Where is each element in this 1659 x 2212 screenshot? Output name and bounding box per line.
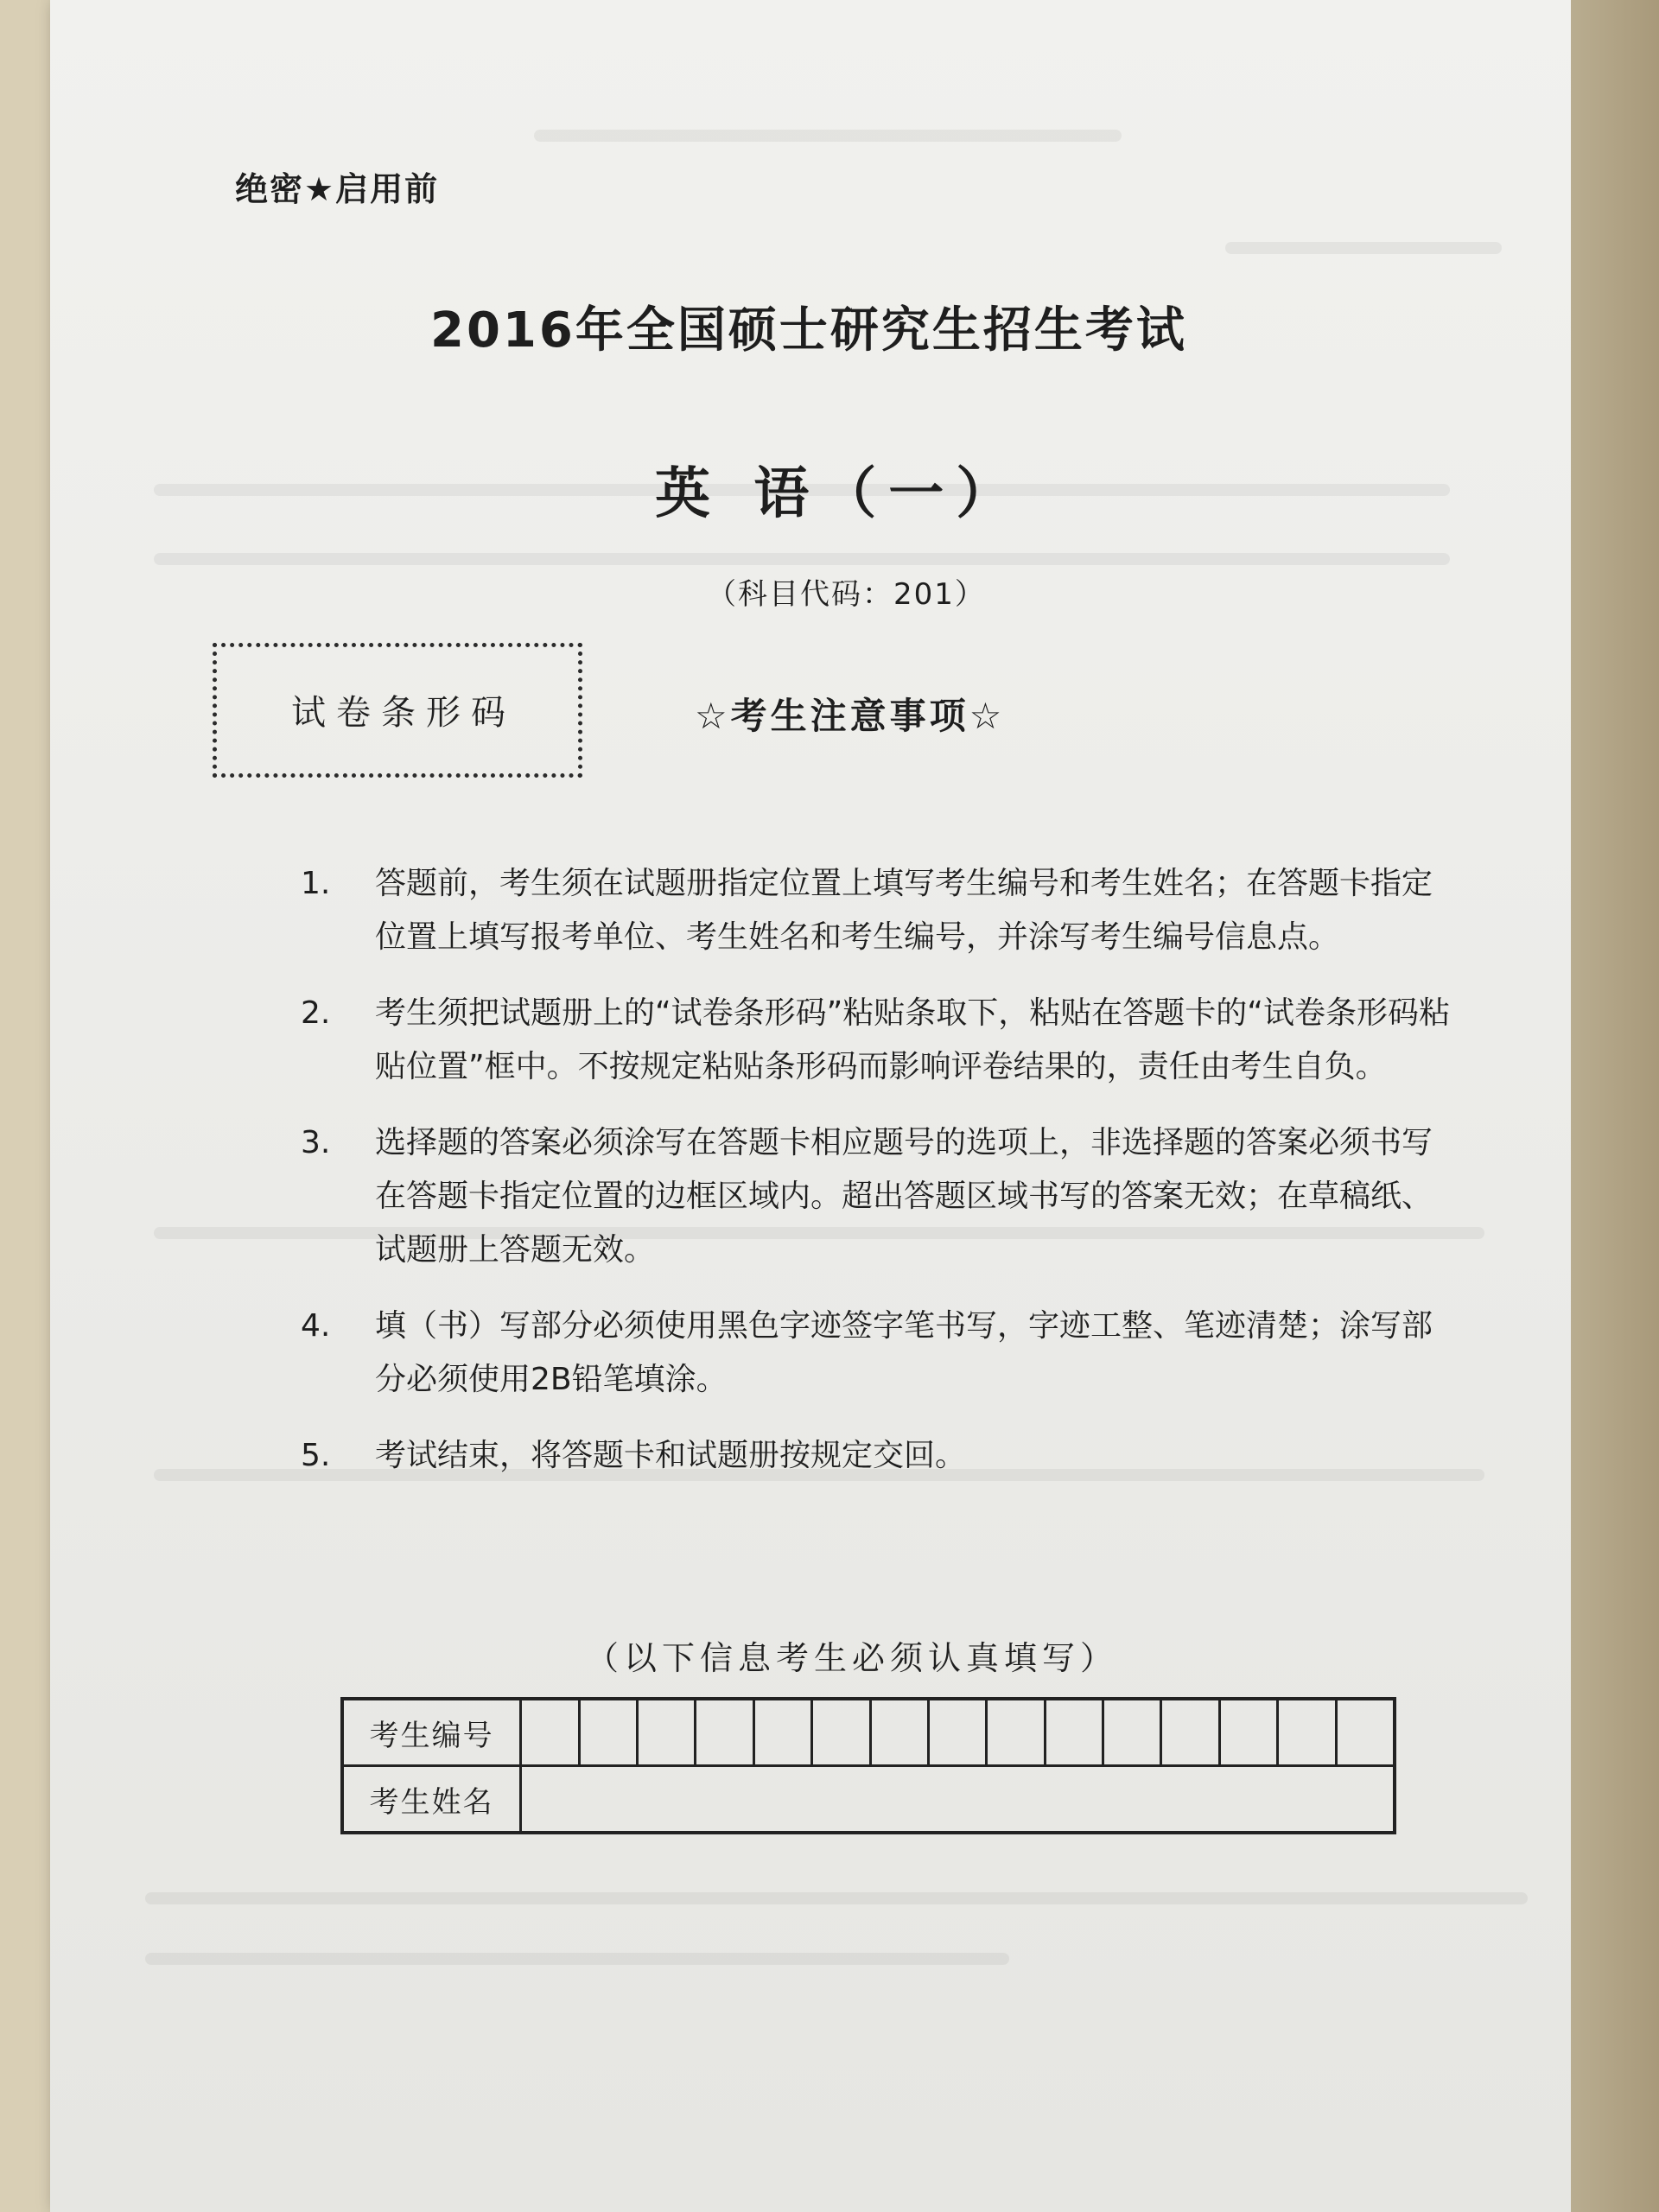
notice-item-number: 4. — [301, 1308, 331, 1344]
candidate-number-box[interactable] — [1161, 1699, 1219, 1766]
candidate-number-box[interactable] — [579, 1699, 637, 1766]
candidate-name-row — [342, 1766, 1395, 1834]
notice-item — [301, 857, 1450, 964]
barcode-placeholder — [213, 643, 582, 778]
candidate-number-box[interactable] — [812, 1699, 870, 1766]
candidate-number-box[interactable] — [638, 1699, 696, 1766]
notice-item-text: 选择题的答案必须涂写在答题卡相应题号的选项上，非选择题的答案必须书写在答题卡指定位置的边框区域内。超出答题区域书写的答案无效；在草稿纸、试题册上答题无效。 — [375, 1125, 1433, 1268]
candidate-number-box[interactable] — [696, 1699, 753, 1766]
fill-instruction: （以下信息考生必须认真填写） — [586, 1639, 1119, 1677]
exam-page — [50, 0, 1571, 2212]
notice-title: ☆考生注意事项☆ — [695, 695, 1006, 737]
notice-item — [301, 1300, 1450, 1407]
notice-item-text: 答题前，考生须在试题册指定位置上填写考生编号和考生姓名；在答题卡指定位置上填写报考单位、考生姓名和考生编号，并涂写考生编号信息点。 — [375, 866, 1433, 955]
candidate-number-box[interactable] — [1103, 1699, 1161, 1766]
bleed-through-text — [145, 1953, 1009, 1965]
notice-item-number: 5. — [301, 1438, 331, 1473]
notice-item-text: 考生须把试题册上的“试卷条形码”粘贴条取下，粘贴在答题卡的“试卷条形码粘贴位置”框中。不按规定粘贴条形码而影响评卷结果的，责任由考生自负。 — [375, 995, 1450, 1084]
candidate-number-box[interactable] — [1045, 1699, 1103, 1766]
candidate-name-label: 考生姓名 — [342, 1766, 521, 1834]
candidate-info-table — [340, 1697, 1396, 1834]
notice-item-number: 3. — [301, 1125, 331, 1160]
bleed-through-text — [154, 553, 1450, 565]
candidate-number-box[interactable] — [870, 1699, 928, 1766]
notice-item-number: 1. — [301, 866, 331, 901]
secrecy-label: 绝密★启用前 — [235, 170, 440, 208]
candidate-number-box[interactable] — [521, 1699, 579, 1766]
subject-title: 英 语（一） — [655, 462, 1024, 526]
candidate-number-box[interactable] — [1336, 1699, 1395, 1766]
exam-title: 2016年全国硕士研究生招生考试 — [430, 302, 1187, 359]
notice-item-text: 考试结束，将答题卡和试题册按规定交回。 — [375, 1438, 967, 1473]
notice-item — [301, 1429, 1450, 1483]
candidate-number-box[interactable] — [928, 1699, 986, 1766]
candidate-number-box[interactable] — [987, 1699, 1045, 1766]
notice-item-text: 填（书）写部分必须使用黑色字迹签字笔书写，字迹工整、笔迹清楚；涂写部分必须使用2B铅笔填涂。 — [375, 1308, 1433, 1397]
page-edge-shadow — [1571, 0, 1659, 2212]
bleed-through-text — [145, 1892, 1528, 1904]
barcode-label: 试卷条形码 — [291, 693, 516, 733]
bleed-through-text — [534, 130, 1122, 142]
candidate-number-label: 考生编号 — [342, 1699, 521, 1766]
candidate-name-field[interactable] — [521, 1766, 1395, 1834]
candidate-number-box[interactable] — [1278, 1699, 1336, 1766]
candidate-number-box[interactable] — [753, 1699, 811, 1766]
candidate-number-row — [342, 1699, 1395, 1766]
candidate-number-box[interactable] — [1219, 1699, 1277, 1766]
notice-list — [301, 857, 1450, 1505]
notice-item-number: 2. — [301, 995, 331, 1031]
subject-code: （科目代码：201） — [707, 577, 986, 612]
notice-item — [301, 1116, 1450, 1277]
bleed-through-text — [1225, 242, 1502, 254]
notice-item — [301, 987, 1450, 1094]
